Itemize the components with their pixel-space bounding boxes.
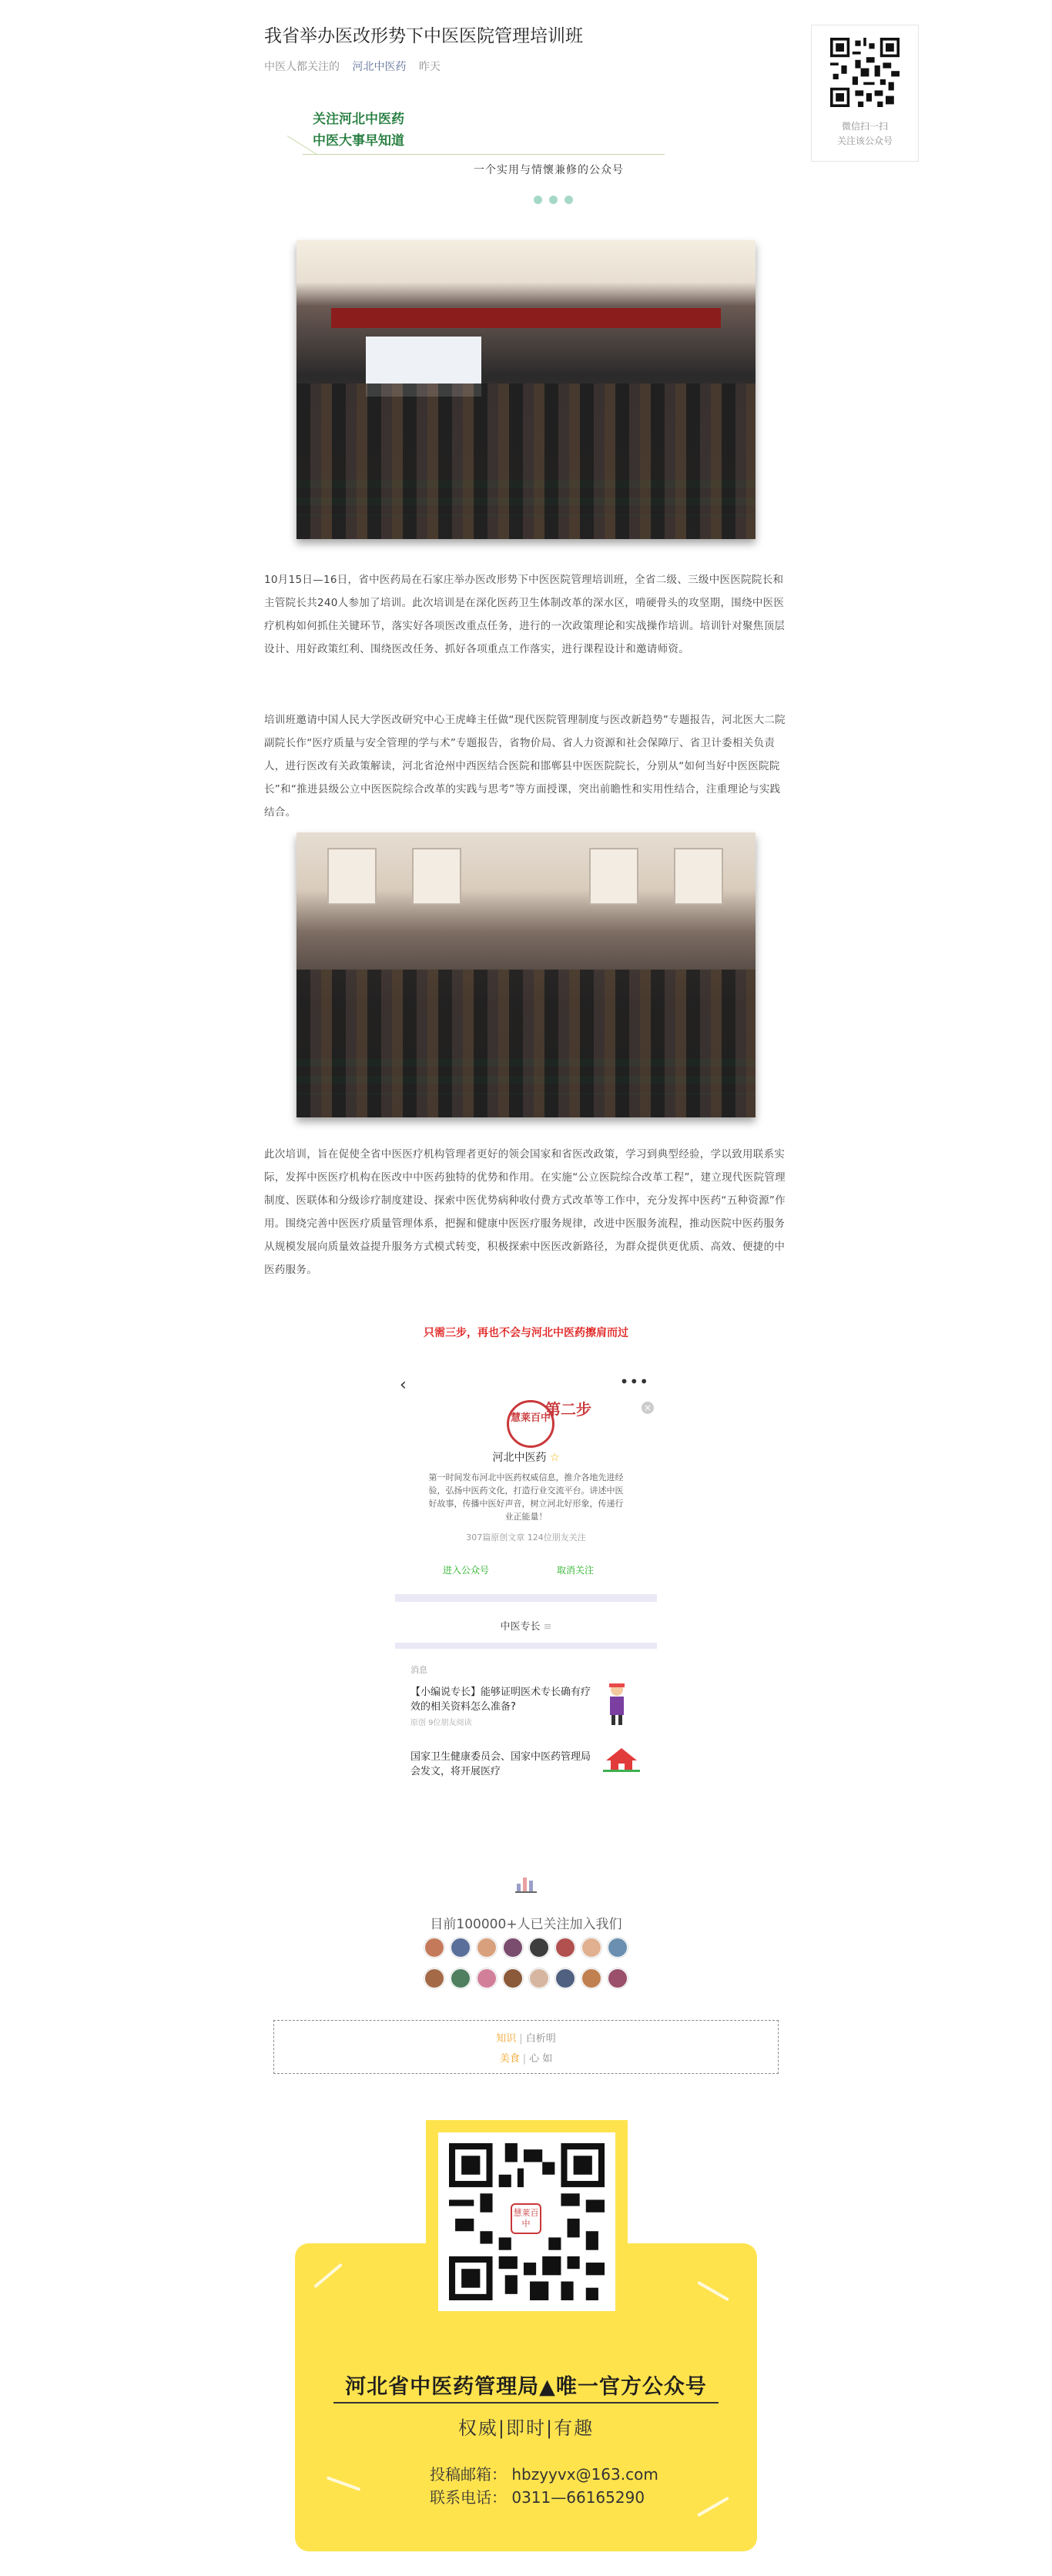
side-qr-card [811, 25, 919, 162]
article-meta [264, 59, 450, 74]
follower-avatar [555, 1968, 575, 1988]
follower-avatars-row2 [410, 1968, 642, 1991]
account-stats: 307篇原创文章 124位朋友关注 [466, 1533, 586, 1543]
share-row-1-highlight: 知识 [496, 2033, 517, 2045]
window [412, 848, 461, 905]
message-item-1: 【小编说专长】能够证明医术专长确有疗效的相关资料怎么准备? [410, 1687, 591, 1713]
share-separator: | [522, 2053, 527, 2065]
official-account-poster [295, 2120, 757, 2551]
dot-icon [534, 196, 542, 204]
window [589, 848, 638, 905]
follower-avatar [529, 1938, 549, 1958]
follower-avatar [503, 1938, 523, 1958]
close-icon: × [642, 1402, 654, 1414]
follower-avatar [451, 1968, 471, 1988]
account-name-row [395, 1449, 657, 1465]
side-qr-caption-line1: 微信扫一扫 [841, 121, 888, 132]
poster-logo: 慧莱百中 [511, 2203, 541, 2234]
follow-banner [287, 105, 719, 213]
poster-headline: 河北省中医药管理局▲唯一官方公众号 [345, 2375, 707, 2399]
star-icon: ☆ [549, 1452, 560, 1464]
back-arrow-icon: ‹ [400, 1375, 407, 1395]
share-row-2 [274, 2050, 778, 2065]
follower-avatar [477, 1968, 497, 1988]
banner-subtitle: 一个实用与情懷兼修的公众号 [474, 164, 624, 176]
banner-dots [534, 193, 580, 207]
share-row-2-highlight: 美食 [499, 2053, 520, 2065]
paragraph-3: 此次培训，旨在促使全省中医医疗机构管理者更好的领会国家和省医改政策，学习到典型经验，学以致用联系实际，发挥中医医疗机构在医改中中医药独特的优势和作用。在实施“公立医院综合改革工程”，建立现代医院管理制度、医联体和分级诊疗制度建设、探索中医优势病种收付费方式改革等工作中，充分发挥中医药“五种资源”作用。围绕完善中医医疗质量管理体系，把握和健康中医医疗服务规律，改进中医服务流程，推动医院中医药服务从规模发展向质量效益提升服务方式模式转变，积极探索中医医改新路径，为群众提供更优质、高效、便捷的中医药服务。 [264, 1148, 786, 1276]
poster-qr-frame [438, 2132, 615, 2311]
poster-email: 投稿邮箱： hbzyyvx@163.com [430, 2465, 658, 2484]
meeting-photo-1 [297, 240, 755, 539]
share-box [273, 2020, 779, 2074]
follower-avatar [477, 1938, 497, 1958]
follower-avatar [503, 1968, 523, 1988]
dot-icon [565, 196, 573, 204]
message-item-2: 国家卫生健康委员会、国家中医药管理局会发文，将开展医疗 [410, 1751, 591, 1777]
banner-line2: 中医大事早知道 [313, 133, 404, 149]
share-row-2-text: 心 如 [529, 2053, 553, 2065]
menu-label: 中医专长 [500, 1621, 541, 1633]
poster-tagline: 权威|即时|有趣 [457, 2417, 595, 2439]
account-link[interactable]: 河北中医药 [352, 61, 407, 73]
follower-avatar [424, 1938, 444, 1958]
messages-header: 消息 [410, 1665, 427, 1675]
meeting-photo-2 [297, 832, 755, 1117]
divider-band [395, 1643, 657, 1649]
article-date: 昨天 [418, 61, 441, 73]
share-row-1 [274, 2030, 778, 2045]
house-icon [603, 1747, 640, 1773]
paragraph-2: 培训班邀请中国人民大学医改研究中心王虎峰主任做“现代医院管理制度与医改新趋势”专题报告，河北医大二院副院长作“医疗质量与安全管理的学与术”专题报告，省物价局、省人力资源和社会保障厅、省卫计委相关负责人，进行医改有关政策解读，河北省沧州中西医结合医院和邯郸县中医医院院长，分别从“如何当好中医医院院长”和“推进县级公立中医医院综合改革的实践与思考”等方面授课，突出前瞻性和实用性结合，注重理论与实践结合。 [264, 714, 786, 819]
banner-line1: 关注河北中医药 [313, 112, 404, 127]
side-qr-caption [812, 119, 918, 149]
more-icon: ••• [619, 1372, 649, 1391]
follower-avatar [424, 1968, 444, 1988]
account-name: 河北中医药 [492, 1452, 547, 1464]
article-tagline: 中医人都关注的 [264, 61, 340, 73]
paragraph-1: 10月15日—16日，省中医药局在石家庄举办医改形势下中医医院管理培训班，全省二级、三级中医医院院长和主管院长共240人参加了培训。此次培训是在深化医药卫生体制改革的深水区，啃硬骨头的攻坚期，围绕中医医疗机构如何抓住关键环节，落实好各项医改重点任务，进行的一次政策理论和实战操作培训。培训针对聚焦顶层设计、用好政策红利、围绕医改任务、抓好各项重点工作落实，进行课程设计和邀请师资。 [264, 574, 786, 655]
follower-avatar [529, 1968, 549, 1988]
follower-avatar [581, 1938, 601, 1958]
follower-avatar [608, 1938, 628, 1958]
audience [297, 970, 755, 1117]
audience [297, 384, 755, 539]
poster-phone: 联系电话： 0311—66165290 [430, 2488, 645, 2507]
follower-avatar [555, 1938, 575, 1958]
qr-code-icon [830, 38, 900, 107]
banner-divider [303, 154, 665, 155]
follower-avatar [451, 1938, 471, 1958]
follower-avatar [581, 1968, 601, 1988]
followers-text: 目前100000+人已关注加入我们 [430, 1917, 622, 1932]
enter-account-button: 进入公众号 [443, 1565, 490, 1576]
window [327, 848, 377, 905]
article-title: 我省举办医改形势下中医医院管理培训班 [264, 26, 583, 46]
divider-band [395, 1594, 657, 1602]
share-separator: | [519, 2033, 523, 2045]
account-logo-text: 慧莱百中 [510, 1412, 551, 1424]
unfollow-button: 取消关注 [557, 1565, 595, 1576]
account-description: 第一时间发布河北中医药权威信息，推介各地先进经验，弘扬中医药文化，打造行业交流平台。讲述中医好故事，传播中医好声音，树立河北好形象，传递行业正能量！ [428, 1472, 624, 1522]
dot-icon [549, 196, 558, 204]
profile-screenshot [395, 1369, 657, 1831]
window [674, 848, 723, 905]
share-row-1-text: 白析明 [525, 2033, 556, 2045]
doctor-figure-icon [603, 1682, 631, 1727]
bar-chart-icon [515, 1873, 537, 1893]
step-label: 第二步 [545, 1400, 591, 1419]
menu-icon: ≡ [543, 1621, 552, 1633]
promo-headline: 只需三步，再也不会与河北中医药擦肩而过 [424, 1327, 628, 1339]
follower-avatars-row1 [410, 1938, 642, 1961]
poster-divider [333, 2402, 719, 2403]
side-qr-caption-line2: 关注该公众号 [836, 136, 893, 146]
stage-banner [331, 308, 721, 328]
menu-item [395, 1618, 657, 1633]
message-item-1-meta: 原创 9位朋友阅读 [410, 1719, 472, 1727]
follower-avatar [608, 1968, 628, 1988]
